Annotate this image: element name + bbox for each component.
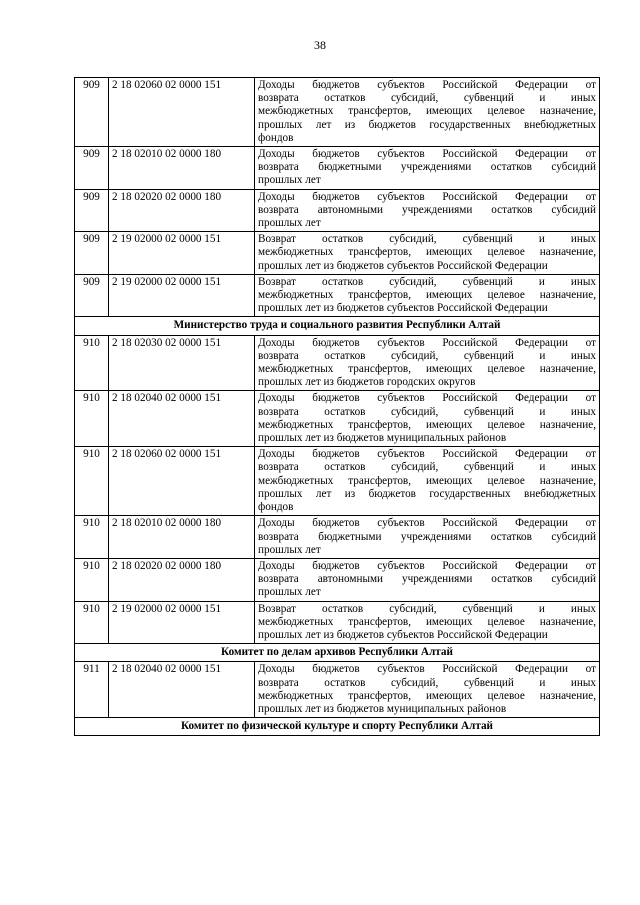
- revenue-description-cell: [255, 147, 600, 190]
- description-line: Доходы бюджетов субъектов Российской Федерации от: [258, 517, 596, 530]
- section-title: Комитет по физической культуре и спорту Республики Алтай: [75, 718, 600, 736]
- description-line: Возврат остатков субсидий, субвенций и иных: [258, 602, 596, 615]
- budget-classification-code-cell: 2 18 02020 02 0000 180: [109, 558, 255, 601]
- description-line: Доходы бюджетов субъектов Российской Федерации от: [258, 190, 596, 203]
- budget-classification-code-cell: 2 18 02060 02 0000 151: [109, 447, 255, 516]
- description-line: Возврат остатков субсидий, субвенций и иных: [258, 275, 596, 288]
- admin-code-cell: 910: [75, 601, 109, 644]
- budget-revenue-table: [74, 77, 600, 736]
- description-line: Доходы бюджетов субъектов Российской Федерации от: [258, 559, 596, 572]
- admin-code-cell: 910: [75, 558, 109, 601]
- budget-classification-code-cell: 2 18 02010 02 0000 180: [109, 147, 255, 190]
- description-line: прошлых лет из бюджетов муниципальных районов: [258, 702, 507, 715]
- section-header-row: [75, 317, 600, 335]
- description-line: возврата остатков субсидий, субвенций и иных: [258, 92, 596, 105]
- admin-code-cell: 910: [75, 335, 109, 391]
- budget-classification-code-cell: 2 19 02000 02 0000 151: [109, 274, 255, 317]
- admin-code-cell: 909: [75, 189, 109, 232]
- description-line: возврата бюджетными учреждениями остатков субсидий: [258, 530, 596, 543]
- page-number: 38: [314, 38, 326, 52]
- description-line: Доходы бюджетов субъектов Российской Федерации от: [258, 79, 596, 91]
- description-line: возврата остатков субсидий, субвенций и иных: [258, 405, 596, 418]
- table-row: [75, 78, 600, 147]
- description-line: возврата остатков субсидий, субвенций и иных: [258, 461, 596, 474]
- description-line: Возврат остатков субсидий, субвенций и иных: [258, 233, 596, 246]
- description-line: межбюджетных трансфертов, имеющих целевое назначение,: [258, 289, 596, 302]
- table-row: [75, 147, 600, 190]
- revenue-description-cell: [255, 274, 600, 317]
- description-line: возврата остатков субсидий, субвенций и иных: [258, 676, 596, 689]
- description-line: Доходы бюджетов субъектов Российской Федерации от: [258, 148, 596, 161]
- table-row: [75, 189, 600, 232]
- section-header-row: [75, 644, 600, 662]
- description-line: прошлых лет из бюджетов государственных внебюджетных: [258, 487, 596, 500]
- admin-code-cell: 909: [75, 78, 109, 147]
- description-line: межбюджетных трансфертов, имеющих целевое назначение,: [258, 363, 596, 376]
- description-line: возврата бюджетными учреждениями остатков субсидий: [258, 161, 596, 174]
- admin-code-cell: 910: [75, 447, 109, 516]
- admin-code-cell: 911: [75, 662, 109, 718]
- admin-code-cell: 910: [75, 391, 109, 447]
- description-line: прошлых лет: [258, 217, 321, 230]
- table-row: [75, 391, 600, 447]
- table-row: [75, 516, 600, 559]
- description-line: фондов: [258, 501, 294, 514]
- description-line: прошлых лет из бюджетов муниципальных районов: [258, 432, 507, 445]
- table-row: [75, 232, 600, 275]
- description-line: межбюджетных трансфертов, имеющих целевое назначение,: [258, 246, 596, 259]
- revenue-description-cell: [255, 601, 600, 644]
- description-line: Доходы бюджетов субъектов Российской Федерации от: [258, 392, 596, 405]
- revenue-description-cell: [255, 391, 600, 447]
- table-row: [75, 601, 600, 644]
- description-line: прошлых лет: [258, 586, 321, 599]
- description-line: прошлых лет из бюджетов субъектов Российской Федерации: [258, 302, 548, 315]
- revenue-description-cell: [255, 662, 600, 718]
- budget-classification-code-cell: 2 18 02030 02 0000 151: [109, 335, 255, 391]
- description-line: межбюджетных трансфертов, имеющих целевое назначение,: [258, 105, 596, 118]
- description-line: прошлых лет из бюджетов субъектов Российской Федерации: [258, 628, 548, 641]
- description-line: прошлых лет из бюджетов городских округов: [258, 376, 476, 389]
- revenue-description-cell: [255, 335, 600, 391]
- revenue-description-cell: [255, 232, 600, 275]
- budget-classification-code-cell: 2 19 02000 02 0000 151: [109, 601, 255, 644]
- description-line: межбюджетных трансфертов, имеющих целевое назначение,: [258, 418, 596, 431]
- description-line: прошлых лет: [258, 543, 321, 556]
- description-line: прошлых лет: [258, 174, 321, 187]
- description-line: фондов: [258, 131, 294, 144]
- table-body: [75, 78, 600, 736]
- description-line: Доходы бюджетов субъектов Российской Федерации от: [258, 663, 596, 676]
- admin-code-cell: 909: [75, 274, 109, 317]
- revenue-description-cell: [255, 558, 600, 601]
- revenue-description-cell: [255, 78, 600, 147]
- table-row: [75, 335, 600, 391]
- description-line: возврата автономными учреждениями остатков субсидий: [258, 573, 596, 586]
- table-row: [75, 558, 600, 601]
- description-line: прошлых лет из бюджетов субъектов Российской Федерации: [258, 259, 548, 272]
- section-title: Комитет по делам архивов Республики Алтай: [75, 644, 600, 662]
- description-line: межбюджетных трансфертов, имеющих целевое назначение,: [258, 615, 596, 628]
- table-row: [75, 447, 600, 516]
- description-line: Доходы бюджетов субъектов Российской Федерации от: [258, 336, 596, 349]
- section-title: Министерство труда и социального развития Республики Алтай: [75, 317, 600, 335]
- budget-classification-code-cell: 2 18 02010 02 0000 180: [109, 516, 255, 559]
- revenue-description-cell: [255, 447, 600, 516]
- description-line: межбюджетных трансфертов, имеющих целевое назначение,: [258, 689, 596, 702]
- description-line: Доходы бюджетов субъектов Российской Федерации от: [258, 448, 596, 461]
- budget-classification-code-cell: 2 18 02040 02 0000 151: [109, 662, 255, 718]
- section-header-row: [75, 718, 600, 736]
- budget-classification-code-cell: 2 18 02020 02 0000 180: [109, 189, 255, 232]
- budget-classification-code-cell: 2 18 02040 02 0000 151: [109, 391, 255, 447]
- admin-code-cell: 909: [75, 232, 109, 275]
- description-line: возврата остатков субсидий, субвенций и иных: [258, 349, 596, 362]
- table-row: [75, 662, 600, 718]
- admin-code-cell: 909: [75, 147, 109, 190]
- description-line: прошлых лет из бюджетов государственных внебюджетных: [258, 118, 596, 131]
- revenue-description-cell: [255, 189, 600, 232]
- admin-code-cell: 910: [75, 516, 109, 559]
- revenue-description-cell: [255, 516, 600, 559]
- budget-classification-code-cell: 2 19 02000 02 0000 151: [109, 232, 255, 275]
- table-row: [75, 274, 600, 317]
- description-line: межбюджетных трансфертов, имеющих целевое назначение,: [258, 474, 596, 487]
- description-line: возврата автономными учреждениями остатков субсидий: [258, 203, 596, 216]
- budget-classification-code-cell: 2 18 02060 02 0000 151: [109, 78, 255, 147]
